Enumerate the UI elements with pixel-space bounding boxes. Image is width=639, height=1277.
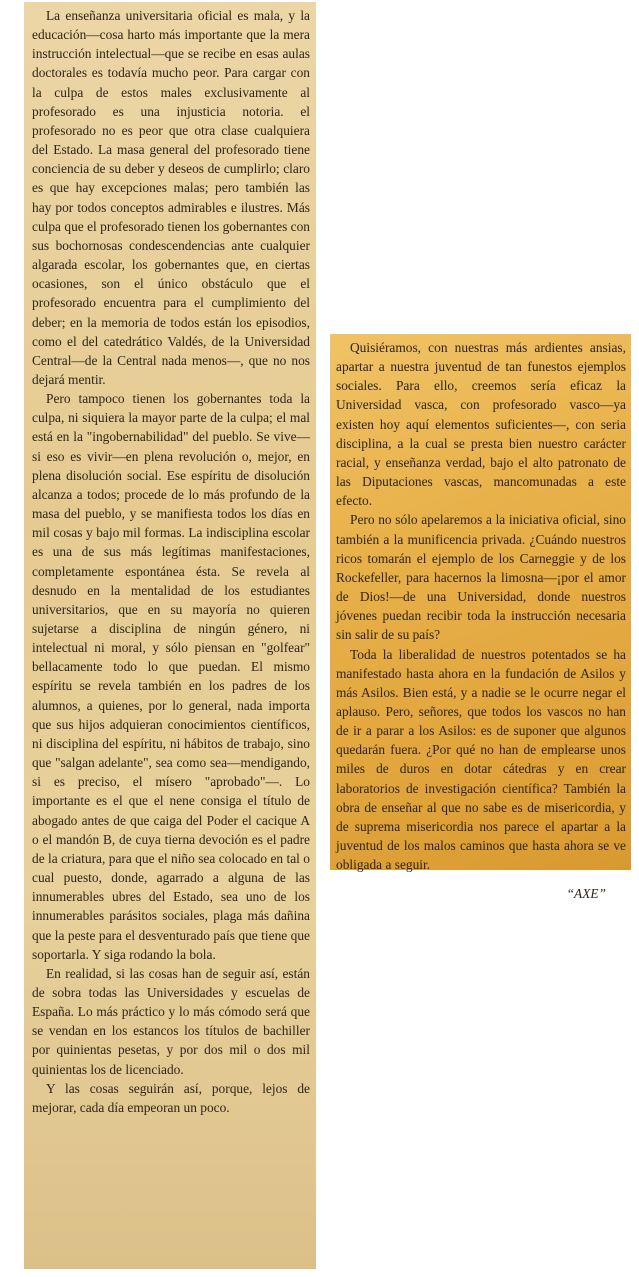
author-signature: “AXE”	[566, 886, 606, 902]
article-clipping-left-column	[24, 2, 316, 1269]
article-clipping-right-column	[330, 334, 631, 902]
paragraph: Toda la liberalidad de nuestros potentados se ha manifestado hasta ahora en la fundación de Asilos y más Asilos. Bien está, y a nadie se le ocurre negar el aplauso. Pero, señores, que todos los vascos no han de ir a parar a los Asilos: es de suponer que algunos quedarán fuera. ¿Por qué no han de emplearse unos miles de duros en dotar cátedras y en crear laboratorios de investigación científica? También la obra de enseñar al que no sabe es de misericordia, y de suprema misericordia nos parece el apartar a la juventud de los malos caminos que hasta ahora se ve obligada a seguir.	[336, 646, 626, 873]
paragraph: La enseñanza universitaria oficial es mala, y la educación—cosa harto más importante que la mera instrucción intelectual—que se recibe en esas aulas doctorales es todavía mucho peor. Para cargar con la culpa de estos males exclusivamente al profesorado es una injusticia notoria. el profesorado no es peor que otra clase cualquiera del Estado. La masa general del profesorado tiene conciencia de su deber y deseos de cumplirlo; claro es que hay excepciones malas; pero también las hay por todos conceptos admirables e ilustres. Más culpa que el profesorado tienen los gobernantes con sus bochornosas condescendencias ante cualquier algarada escolar, los gobernantes que, en ciertas ocasiones, son el único obstáculo que el profesorado encuentra para el cumplimiento del deber; en la memoria de todos están los episodios, como el del catedrático Valdés, de la Universidad Central—de la Central nada menos—, que no nos dejará mentir.	[32, 8, 310, 387]
paragraph: Y las cosas seguirán así, porque, lejos de mejorar, cada día empeoran un poco.	[32, 1080, 310, 1115]
paragraph: Pero tampoco tienen los gobernantes toda la culpa, ni siquiera la mayor parte de la culpa; el mal está en la "ingobernabilidad" del pueblo. Se vive—si eso es vivir—en plena revolución o, mejor, en plena disolución social. Ese espíritu de disolución alcanza a todos; procede de lo más profundo de la masa del pueblo, y se manifiesta todos los días en mil cosas y bajo mil formas. La indisciplina escolar es una de sus más legítimas manifestaciones, completamente espontánea ésta. Se revela al desnudo en la mentalidad de los estudiantes universitarios, que en su mayoría no quieren sujetarse a disciplina de ningún género, ni intelectual ni moral, y sólo piensan en "golfear" bellacamente todo lo que puedan. El mismo espíritu se revela también en los padres de los alumnos, a quienes, por lo general, nada importa que sus hijos adquieran conocimientos científicos, ni disciplina del espíritu, ni hábitos de trabajo, sino que "salgan adelante", sea como sea—mendigando, si es preciso, el mísero "aprobado"—. Lo importante es el que el nene consiga el título de abogado antes de que caiga del Poder el cacique A o el mandón B, de cuya tierna devoción es el padre de la criatura, para que el niño sea colocado en tal o cual puesto, donde, agarrado a alguna de las innumerables ubres del Estado, sea uno de los innumerables parásitos sociales, plaga más dañina que la peste para el desventurado país que tiene que soportarla. Y siga rodando la bola.	[32, 391, 310, 962]
paragraph: En realidad, si las cosas han de seguir así, están de sobra todas las Universidades y escuelas de España. Lo más práctico y lo más cómodo será que se vendan en los estancos los títulos de bachiller por quinientas pesetas, y por dos mil o dos mil quinientas los de licenciado.	[32, 965, 310, 1077]
paragraph: Quisiéramos, con nuestras más ardientes ansias, apartar a nuestra juventud de tan funestos ejemplos sociales. Para ello, creemos sería eficaz la Universidad vasca, con profesorado vasco—ya existen hoy aquí elementos suficientes—, con seria disciplina, a la cual se presta bien nuestro carácter racial, y enseñanza verdad, bajo el alto patronato de las Diputaciones vascas, mancomunadas a este efecto.	[336, 340, 626, 509]
paragraph: Pero no sólo apelaremos a la iniciativa oficial, sino también a la munificencia privada. ¿Cuándo nuestros ricos tomarán el ejemplo de los Carneggie y de los Rockefeller, para hacernos la limosna—¡por el amor de Dios!—de una Universidad, donde nuestros jóvenes puedan recibir toda la instrucción necesaria sin salir de su país?	[336, 512, 626, 643]
